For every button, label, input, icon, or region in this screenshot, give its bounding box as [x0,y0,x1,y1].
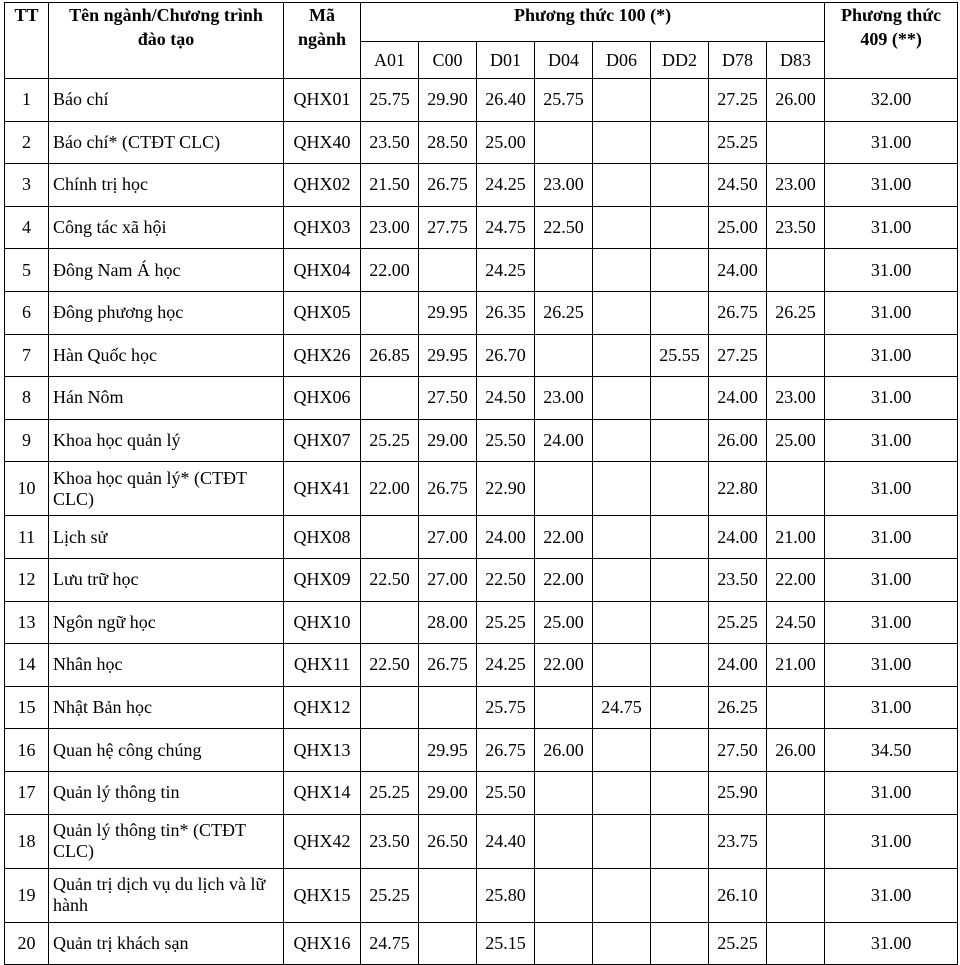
score-cell: 22.00 [535,516,593,559]
table-row [5,334,958,377]
score-cell [361,377,419,420]
score-cell [593,814,651,868]
score-cell [535,334,593,377]
row-number: 9 [5,419,49,462]
table-row [5,291,958,334]
row-number: 3 [5,164,49,207]
score-cell [535,462,593,516]
score-cell: 24.75 [361,922,419,965]
score-cell [361,601,419,644]
row-number: 13 [5,601,49,644]
row-number: 1 [5,79,49,122]
score-cell: 24.00 [709,516,767,559]
score-cell [535,121,593,164]
score-cell: 24.00 [709,644,767,687]
table-row [5,516,958,559]
method-409-score: 31.00 [825,419,958,462]
table-row [5,558,958,601]
score-cell: 27.75 [419,206,477,249]
program-name: Công tác xã hội [49,206,284,249]
score-cell [593,249,651,292]
score-cell [535,686,593,729]
score-cell [535,814,593,868]
method-409-score: 31.00 [825,922,958,965]
program-code: QHX07 [284,419,361,462]
score-cell: 23.00 [535,377,593,420]
score-cell [419,686,477,729]
score-cell: 26.40 [477,79,535,122]
subject-header: DD2 [651,42,709,79]
score-cell [651,644,709,687]
tt-header: TT [5,3,49,79]
table-row [5,729,958,772]
score-cell: 25.00 [709,206,767,249]
program-code: QHX14 [284,771,361,814]
subject-header: A01 [361,42,419,79]
score-cell [535,868,593,922]
score-cell: 22.50 [477,558,535,601]
score-cell: 24.25 [477,249,535,292]
program-name: Quản trị dịch vụ du lịch và lữ hành [49,868,284,922]
table-row [5,644,958,687]
row-number: 12 [5,558,49,601]
header-row [5,3,958,42]
score-cell [593,868,651,922]
score-cell: 26.75 [477,729,535,772]
score-cell: 28.00 [419,601,477,644]
score-cell: 25.00 [477,121,535,164]
score-cell: 25.25 [361,771,419,814]
subject-header: D06 [593,42,651,79]
program-name: Hán Nôm [49,377,284,420]
score-cell [535,922,593,965]
score-cell: 23.50 [361,814,419,868]
score-cell [651,922,709,965]
table-row [5,249,958,292]
method-409-header: Phương thức 409 (**) [825,3,958,79]
score-cell [593,164,651,207]
score-cell: 23.00 [767,164,825,207]
program-name: Hàn Quốc học [49,334,284,377]
score-cell: 24.00 [709,377,767,420]
score-cell [767,462,825,516]
score-cell: 23.00 [767,377,825,420]
score-cell: 26.25 [767,291,825,334]
score-cell: 29.90 [419,79,477,122]
score-cell: 21.00 [767,516,825,559]
score-cell [651,516,709,559]
score-cell [767,868,825,922]
score-cell [593,601,651,644]
score-cell [651,601,709,644]
table-row [5,164,958,207]
program-name: Báo chí [49,79,284,122]
program-name: Ngôn ngữ học [49,601,284,644]
table-row [5,868,958,922]
score-cell [593,729,651,772]
score-cell [651,729,709,772]
score-cell: 22.50 [361,644,419,687]
score-cell [593,334,651,377]
score-cell [593,79,651,122]
method-409-score: 31.00 [825,558,958,601]
table-row [5,814,958,868]
score-cell [593,771,651,814]
score-cell [419,868,477,922]
score-cell [593,922,651,965]
score-cell: 23.75 [709,814,767,868]
table-row [5,601,958,644]
score-cell: 29.95 [419,729,477,772]
score-cell: 26.75 [419,644,477,687]
score-cell [767,922,825,965]
program-code: QHX03 [284,206,361,249]
score-cell [767,121,825,164]
score-cell: 25.00 [767,419,825,462]
score-cell: 26.70 [477,334,535,377]
score-cell [593,462,651,516]
score-cell [767,686,825,729]
score-cell: 25.25 [709,601,767,644]
row-number: 11 [5,516,49,559]
program-name: Lịch sử [49,516,284,559]
method-409-score: 31.00 [825,771,958,814]
method-409-score: 32.00 [825,79,958,122]
method-409-score: 31.00 [825,462,958,516]
program-code: QHX41 [284,462,361,516]
method-409-score: 31.00 [825,868,958,922]
table-row [5,922,958,965]
score-cell: 22.00 [767,558,825,601]
program-name: Khoa học quản lý [49,419,284,462]
program-code: QHX04 [284,249,361,292]
score-cell [651,79,709,122]
score-cell: 25.25 [361,419,419,462]
score-cell: 26.00 [535,729,593,772]
program-name: Quan hệ công chúng [49,729,284,772]
score-cell: 25.25 [477,601,535,644]
program-name: Lưu trữ học [49,558,284,601]
program-code-header: Mã ngành [284,3,361,79]
score-cell [651,814,709,868]
score-cell: 26.35 [477,291,535,334]
score-cell: 22.50 [361,558,419,601]
program-code: QHX05 [284,291,361,334]
score-cell: 22.80 [709,462,767,516]
score-cell: 21.00 [767,644,825,687]
method-409-score: 31.00 [825,291,958,334]
score-cell: 25.75 [477,686,535,729]
program-code: QHX08 [284,516,361,559]
subject-header: D04 [535,42,593,79]
row-number: 6 [5,291,49,334]
method-409-score: 31.00 [825,164,958,207]
score-cell: 24.50 [767,601,825,644]
score-cell: 27.50 [709,729,767,772]
score-cell: 23.50 [709,558,767,601]
score-cell [651,686,709,729]
score-cell: 22.00 [361,462,419,516]
program-code: QHX09 [284,558,361,601]
score-cell: 22.00 [535,558,593,601]
score-cell: 27.25 [709,334,767,377]
score-cell [535,771,593,814]
score-cell: 24.50 [709,164,767,207]
score-cell [361,516,419,559]
score-cell [593,419,651,462]
program-code: QHX26 [284,334,361,377]
score-cell: 25.25 [709,121,767,164]
score-cell [593,377,651,420]
score-cell [593,291,651,334]
score-cell [593,206,651,249]
score-cell: 26.00 [767,729,825,772]
row-number: 7 [5,334,49,377]
program-code: QHX01 [284,79,361,122]
score-cell [593,121,651,164]
score-cell: 25.25 [361,868,419,922]
score-cell [419,249,477,292]
score-cell: 29.95 [419,291,477,334]
row-number: 5 [5,249,49,292]
score-cell [361,291,419,334]
score-cell: 22.50 [535,206,593,249]
score-cell [651,206,709,249]
method-409-score: 31.00 [825,686,958,729]
score-cell: 25.90 [709,771,767,814]
score-cell: 26.75 [709,291,767,334]
score-cell: 29.95 [419,334,477,377]
program-name: Đông phương học [49,291,284,334]
score-cell [651,558,709,601]
program-name: Quản lý thông tin [49,771,284,814]
subject-header: D78 [709,42,767,79]
score-cell: 24.25 [477,644,535,687]
score-cell: 24.00 [535,419,593,462]
method-409-score: 31.00 [825,644,958,687]
program-name: Đông Nam Á học [49,249,284,292]
table-row [5,121,958,164]
score-cell: 26.75 [419,164,477,207]
score-cell: 27.00 [419,558,477,601]
subject-header: D01 [477,42,535,79]
row-number: 15 [5,686,49,729]
program-code: QHX40 [284,121,361,164]
program-code: QHX16 [284,922,361,965]
score-cell: 26.25 [535,291,593,334]
score-cell: 24.75 [477,206,535,249]
table-row [5,79,958,122]
score-cell [651,249,709,292]
score-cell: 22.00 [361,249,419,292]
method-409-score: 34.50 [825,729,958,772]
program-name: Báo chí* (CTĐT CLC) [49,121,284,164]
score-cell: 23.00 [535,164,593,207]
row-number: 2 [5,121,49,164]
program-code: QHX02 [284,164,361,207]
score-cell [767,249,825,292]
program-name: Quản trị khách sạn [49,922,284,965]
score-cell [419,922,477,965]
score-cell: 26.00 [767,79,825,122]
score-cell: 29.00 [419,771,477,814]
row-number: 8 [5,377,49,420]
score-cell [361,729,419,772]
method-409-score: 31.00 [825,249,958,292]
row-number: 20 [5,922,49,965]
score-cell [593,644,651,687]
program-code: QHX42 [284,814,361,868]
score-cell [593,516,651,559]
score-cell: 22.90 [477,462,535,516]
score-cell: 24.40 [477,814,535,868]
score-cell: 28.50 [419,121,477,164]
method-409-score: 31.00 [825,334,958,377]
score-cell [651,121,709,164]
program-name: Nhật Bản học [49,686,284,729]
score-cell: 23.50 [767,206,825,249]
method-100-header: Phương thức 100 (*) [361,3,825,42]
score-cell [535,249,593,292]
subject-header: D83 [767,42,825,79]
score-cell [361,686,419,729]
score-cell [593,558,651,601]
row-number: 4 [5,206,49,249]
method-409-score: 31.00 [825,206,958,249]
score-cell: 22.00 [535,644,593,687]
program-code: QHX12 [284,686,361,729]
score-cell: 29.00 [419,419,477,462]
method-409-score: 31.00 [825,516,958,559]
score-cell: 25.75 [361,79,419,122]
score-cell: 27.50 [419,377,477,420]
method-409-score: 31.00 [825,377,958,420]
score-cell: 24.25 [477,164,535,207]
row-number: 14 [5,644,49,687]
score-cell [651,462,709,516]
program-name-header: Tên ngành/Chương trình đào tạo [49,3,284,79]
program-name: Chính trị học [49,164,284,207]
score-cell [651,419,709,462]
program-name: Nhân học [49,644,284,687]
score-cell: 26.10 [709,868,767,922]
score-cell: 25.80 [477,868,535,922]
method-409-score: 31.00 [825,121,958,164]
score-cell: 26.00 [709,419,767,462]
score-cell [767,334,825,377]
row-number: 19 [5,868,49,922]
score-cell: 27.00 [419,516,477,559]
program-code: QHX11 [284,644,361,687]
score-cell [767,771,825,814]
program-code: QHX13 [284,729,361,772]
program-code: QHX15 [284,868,361,922]
program-code: QHX06 [284,377,361,420]
table-row [5,462,958,516]
score-cell: 23.50 [361,121,419,164]
program-name: Khoa học quản lý* (CTĐT CLC) [49,462,284,516]
score-cell [767,814,825,868]
score-cell: 25.50 [477,771,535,814]
score-cell [651,868,709,922]
program-name: Quản lý thông tin* (CTĐT CLC) [49,814,284,868]
score-cell: 25.50 [477,419,535,462]
score-cell: 27.25 [709,79,767,122]
score-cell [651,377,709,420]
row-number: 17 [5,771,49,814]
score-cell: 25.55 [651,334,709,377]
row-number: 18 [5,814,49,868]
table-row [5,206,958,249]
score-cell: 26.25 [709,686,767,729]
score-cell: 25.75 [535,79,593,122]
score-cell: 26.75 [419,462,477,516]
table-row [5,771,958,814]
program-code: QHX10 [284,601,361,644]
table-row [5,377,958,420]
table-row [5,686,958,729]
score-cell: 24.75 [593,686,651,729]
score-cell: 26.85 [361,334,419,377]
score-cell: 24.00 [477,516,535,559]
method-409-score: 31.00 [825,601,958,644]
score-cell: 26.50 [419,814,477,868]
admission-score-table [4,2,958,965]
subject-header: C00 [419,42,477,79]
method-409-score: 31.00 [825,814,958,868]
score-cell: 25.25 [709,922,767,965]
score-cell: 21.50 [361,164,419,207]
score-cell [651,771,709,814]
score-cell: 25.00 [535,601,593,644]
score-cell: 25.15 [477,922,535,965]
score-cell: 23.00 [361,206,419,249]
score-cell [651,291,709,334]
score-cell [651,164,709,207]
table-row [5,419,958,462]
row-number: 16 [5,729,49,772]
score-cell: 24.50 [477,377,535,420]
row-number: 10 [5,462,49,516]
table-body [5,79,958,965]
score-cell: 24.00 [709,249,767,292]
